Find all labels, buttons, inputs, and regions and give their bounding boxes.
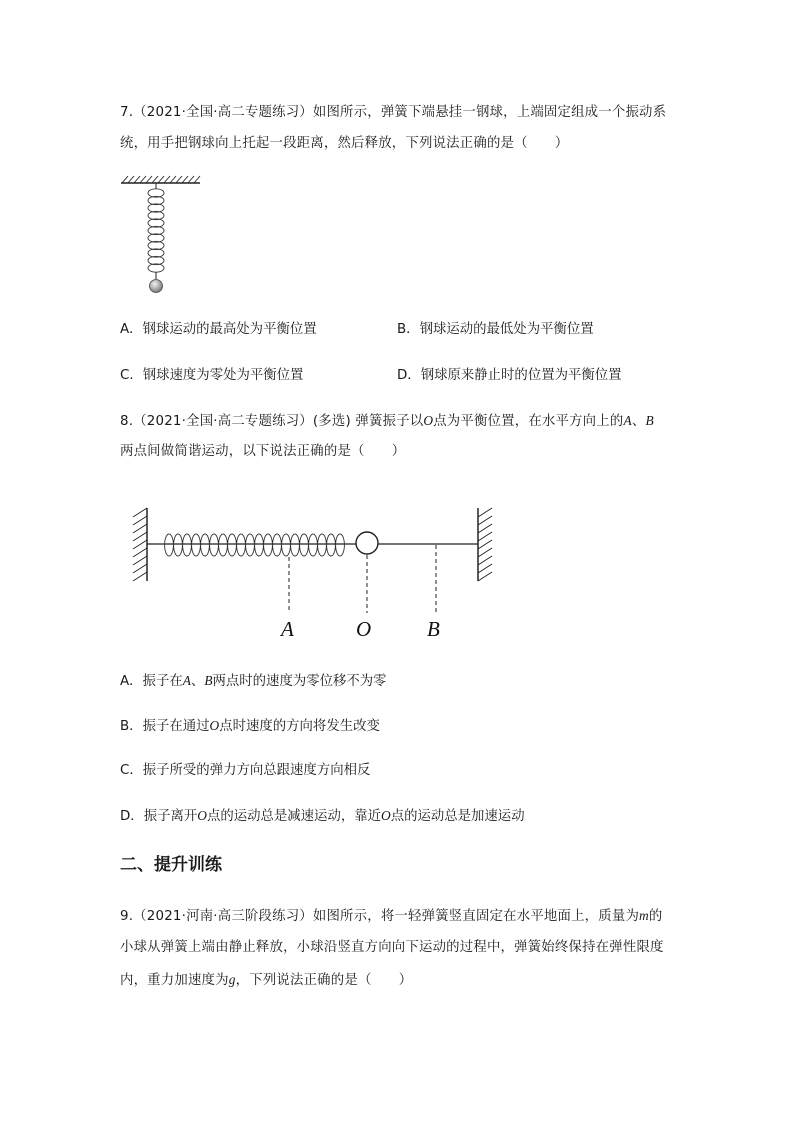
q7-option-c[interactable]: C．钢球速度为零处为平衡位置 bbox=[120, 368, 304, 383]
q8-option-c[interactable]: C．振子所受的弹力方向总跟速度方向相反 bbox=[120, 763, 371, 778]
q8-horizontal-spring-figure bbox=[125, 505, 500, 645]
q8-stem-line1: 8.（2021·全国·高二专题练习）(多选) 弹簧振子以O点为平衡位置，在水平方向上的A、B bbox=[120, 413, 654, 429]
q7-option-a[interactable]: A．钢球运动的最高处为平衡位置 bbox=[120, 322, 317, 337]
label-B: B bbox=[427, 617, 440, 641]
label-O: O bbox=[356, 617, 372, 641]
q9-stem-line1: 9.（2021·河南·高三阶段练习）如图所示，将一轻弹簧竖直固定在水平地面上，质量为m的 bbox=[120, 908, 663, 924]
q8-option-b[interactable]: B．振子在通过O点时速度的方向将发生改变 bbox=[120, 718, 380, 734]
section-title: 二、提升训练 bbox=[120, 855, 222, 875]
q7-stem-line1: 7.（2021·全国·高二专题练习）如图所示，弹簧下端悬挂一钢球，上端固定组成一个振动系 bbox=[120, 105, 667, 120]
q8-option-d[interactable]: D．振子离开O点的运动总是减速运动，靠近O点的运动总是加速运动 bbox=[120, 808, 525, 824]
q9-stem-line3: 内，重力加速度为g，下列说法正确的是（ ） bbox=[120, 972, 413, 988]
steel-ball bbox=[150, 280, 163, 293]
q7-stem-line2: 统，用手把钢球向上托起一段距离，然后释放，下列说法正确的是（ ） bbox=[120, 136, 569, 151]
oscillator-ball bbox=[356, 532, 378, 554]
q7-option-b[interactable]: B．钢球运动的最低处为平衡位置 bbox=[397, 322, 594, 337]
q9-stem-line2: 小球从弹簧上端由静止释放，小球沿竖直方向向下运动的过程中，弹簧始终保持在弹性限度 bbox=[120, 940, 664, 955]
q7-option-d[interactable]: D．钢球原来静止时的位置为平衡位置 bbox=[397, 368, 622, 383]
label-A: A bbox=[281, 617, 294, 641]
q7-hanging-spring-figure bbox=[118, 176, 208, 296]
q8-option-a[interactable]: A．振子在A、B两点时的速度为零位移不为零 bbox=[120, 673, 387, 689]
q8-stem-line2: 两点间做简谐运动，以下说法正确的是（ ） bbox=[120, 444, 406, 459]
